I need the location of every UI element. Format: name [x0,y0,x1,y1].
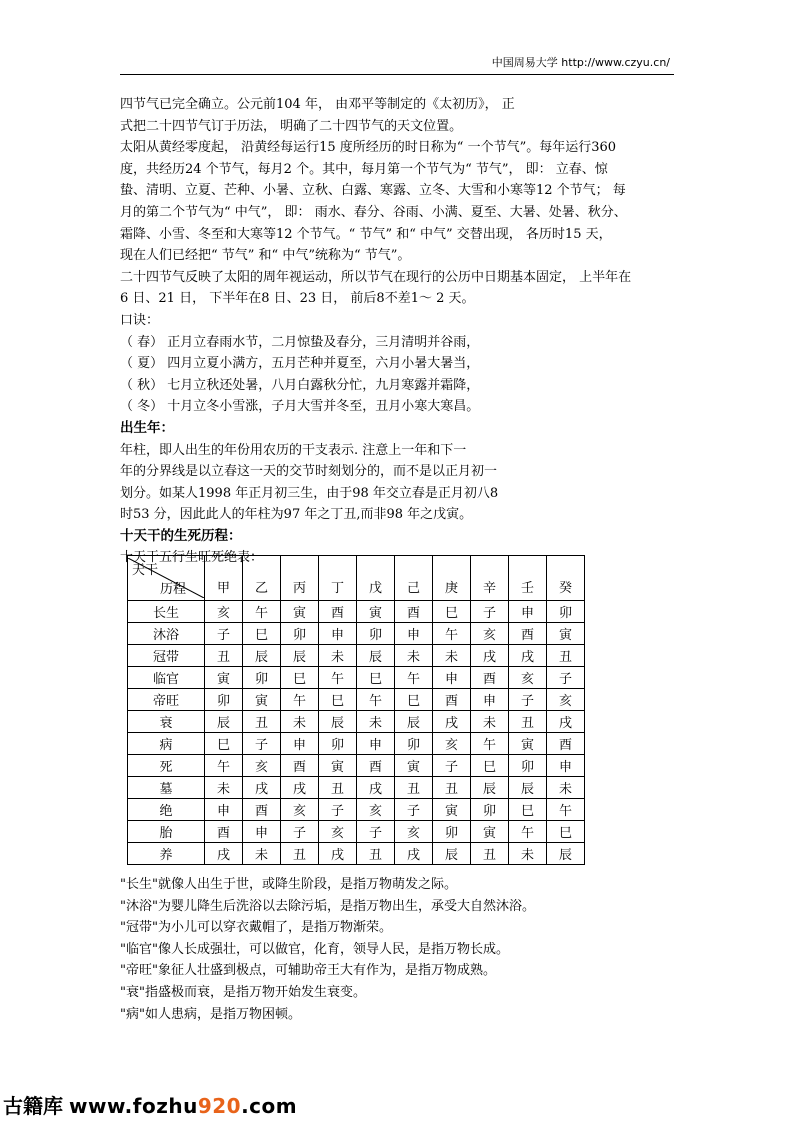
branch-cell: 戌 [509,645,547,667]
branch-cell: 酉 [319,601,357,623]
branch-cell: 酉 [395,601,433,623]
verse-line-summer: （ 夏） 四月立夏小满方，五月芒种并夏至，六月小暑大暑当， [120,356,480,372]
branch-cell: 卯 [205,689,243,711]
branch-cell: 卯 [319,733,357,755]
branch-cell: 申 [509,601,547,623]
branch-cell: 巳 [205,733,243,755]
branch-cell: 丑 [547,645,585,667]
branch-cell: 午 [205,755,243,777]
branch-cell: 午 [357,689,395,711]
table-row [128,623,585,645]
branch-cell: 午 [319,667,357,689]
branch-cell: 辰 [281,645,319,667]
branch-cell: 子 [395,799,433,821]
branch-cell: 未 [243,843,281,865]
branch-cell: 子 [471,601,509,623]
branch-cell: 丑 [357,843,395,865]
table-row [128,689,585,711]
branch-cell: 申 [433,667,471,689]
branch-cell: 午 [433,623,471,645]
branch-cell: 子 [319,799,357,821]
stem-header-cell: 戊 [357,556,395,601]
branch-cell: 丑 [395,777,433,799]
stage-label-cell: 帝旺 [128,689,205,711]
branch-cell: 亥 [471,623,509,645]
branch-cell: 辰 [395,711,433,733]
header-site-text: 中国周易大学 http://www.czyu.cn/ [491,56,670,69]
verse-line-spring: （ 春） 正月立春雨水节，二月惊蛰及春分，三月清明并谷雨， [120,334,480,350]
branch-cell: 未 [357,711,395,733]
branch-cell: 午 [395,667,433,689]
branch-cell: 未 [395,645,433,667]
branch-cell: 子 [357,821,395,843]
stage-label-cell: 病 [128,733,205,755]
stage-label-cell: 沐浴 [128,623,205,645]
verse-title: 口诀： [120,312,160,328]
stem-header-cell: 辛 [471,556,509,601]
paragraph-line: 蛰、清明、立夏、芒种、小暑、立秋、白露、寒露、立冬、大雪和小寒等12 个节气； 每 [120,183,626,199]
branch-cell: 未 [509,843,547,865]
branch-cell: 巳 [471,755,509,777]
branch-cell: 寅 [281,601,319,623]
note-line: "冠带"为小儿可以穿衣戴帽了，是指万物渐荣。 [120,920,392,936]
branch-cell: 亥 [243,755,281,777]
branch-cell: 申 [319,623,357,645]
branch-cell: 丑 [319,777,357,799]
birth-year-line: 年的分界线是以立春这一天的交节时刻划分的，而不是以正月初一 [120,464,498,480]
paragraph-line: 二十四节气反映了太阳的周年视运动，所以节气在现行的公历中日期基本固定， 上半年在 [120,269,632,285]
branch-cell: 寅 [509,733,547,755]
branch-cell: 卯 [433,821,471,843]
branch-cell: 酉 [357,755,395,777]
branch-cell: 未 [319,645,357,667]
paragraph-line: 6 日、21 日， 下半年在8 日、23 日， 前后8不差1～ 2 天。 [120,291,475,307]
note-line: "沐浴"为婴儿降生后洗浴以去除污垢，是指万物出生，承受大自然沐浴。 [120,898,535,914]
paragraph-line: 霜降、小雪、冬至和大寒等12 个节气。“ 节气” 和“ 中气” 交替出现， 各历时15 天， [120,226,612,242]
branch-cell: 亥 [357,799,395,821]
verse-line-autumn: （ 秋） 七月立秋还处暑，八月白露秋分忙，九月寒露并霜降， [120,377,480,393]
note-line: "病"如人患病，是指万物困顿。 [120,1006,301,1022]
branch-cell: 寅 [395,755,433,777]
stem-header-cell: 癸 [547,556,585,601]
branch-cell: 申 [281,733,319,755]
stage-label-cell: 临官 [128,667,205,689]
document-body [120,94,680,569]
branch-cell: 未 [433,645,471,667]
stage-notes [120,874,680,1025]
branch-cell: 寅 [205,667,243,689]
branch-cell: 未 [547,777,585,799]
branch-cell: 亥 [547,689,585,711]
stage-label-cell: 死 [128,755,205,777]
table-row [128,601,585,623]
branch-cell: 戌 [433,711,471,733]
branch-cell: 巳 [281,667,319,689]
branch-cell: 子 [433,755,471,777]
section-heading-birth-year: 出生年： [120,419,174,436]
branch-cell: 巳 [395,689,433,711]
branch-cell: 戌 [319,843,357,865]
page-header [120,52,674,75]
footer-domain-prefix: www.fozhu [69,1094,198,1118]
stem-header-cell: 丙 [281,556,319,601]
stem-header-cell: 丁 [319,556,357,601]
branch-cell: 未 [471,711,509,733]
corner-label-stems: 天干 [132,563,159,578]
branch-cell: 午 [509,821,547,843]
branch-cell: 卯 [281,623,319,645]
branch-cell: 戌 [205,843,243,865]
table-row [128,755,585,777]
branch-cell: 辰 [357,645,395,667]
table-row [128,711,585,733]
stem-header-cell: 己 [395,556,433,601]
stem-header-cell: 甲 [205,556,243,601]
paragraph-line: 太阳从黄经零度起， 沿黄经每运行15 度所经历的时日称为“ 一个节气”。每年运行360 [120,140,617,156]
branch-cell: 寅 [471,821,509,843]
stage-label-cell: 胎 [128,821,205,843]
branch-cell: 酉 [509,623,547,645]
branch-cell: 辰 [243,645,281,667]
branch-cell: 辰 [319,711,357,733]
branch-cell: 寅 [319,755,357,777]
branch-cell: 酉 [205,821,243,843]
branch-cell: 亥 [281,799,319,821]
birth-year-line: 划分。如某人1998 年正月初三生，由于98 年交立春是正月初八8 [120,485,499,501]
branch-cell: 巳 [319,689,357,711]
branch-cell: 卯 [395,733,433,755]
branch-cell: 辰 [471,777,509,799]
branch-cell: 子 [205,623,243,645]
stage-label-cell: 绝 [128,799,205,821]
paragraph-line: 式把二十四节气订于历法， 明确了二十四节气的天文位置。 [120,118,463,134]
table-row [128,843,585,865]
branch-cell: 子 [281,821,319,843]
verse-line-winter: （ 冬） 十月立冬小雪涨，子月大雪并冬至，丑月小寒大寒昌。 [120,399,480,415]
branch-cell: 巳 [357,667,395,689]
branch-cell: 辰 [547,843,585,865]
note-line: "帝旺"象征人壮盛到极点，可辅助帝王大有作为，是指万物成熟。 [120,963,496,979]
stems-lifecycle-table [127,555,585,865]
table-row [128,777,585,799]
table-row [128,821,585,843]
branch-cell: 戌 [395,843,433,865]
paragraph-line: 月的第二个节气为“ 中气”， 即： 雨水、春分、谷雨、小满、夏至、大暑、处暑、秋分、 [120,204,627,220]
branch-cell: 辰 [205,711,243,733]
table-row [128,799,585,821]
stage-label-cell: 衰 [128,711,205,733]
branch-cell: 寅 [357,601,395,623]
branch-cell: 寅 [547,623,585,645]
branch-cell: 亥 [319,821,357,843]
branch-cell: 子 [509,689,547,711]
branch-cell: 戌 [471,645,509,667]
table-header-row [128,556,585,601]
stem-header-cell: 乙 [243,556,281,601]
branch-cell: 丑 [281,843,319,865]
paragraph-line: 四节气已完全确立。公元前104 年， 由邓平等制定的《太初历》， 正 [120,97,515,112]
branch-cell: 巳 [243,623,281,645]
table-row [128,733,585,755]
footer-domain-number: 920 [197,1094,242,1118]
stage-label-cell: 墓 [128,777,205,799]
footer-domain-suffix: .com [241,1094,298,1118]
table-row [128,645,585,667]
branch-cell: 辰 [509,777,547,799]
branch-cell: 巳 [547,821,585,843]
branch-cell: 酉 [433,689,471,711]
footer-site-name: 古籍库 [3,1094,63,1118]
stage-label-cell: 冠带 [128,645,205,667]
branch-cell: 申 [547,755,585,777]
birth-year-line: 年柱，即人出生的年份用农历的干支表示. 注意上一年和下一 [120,442,467,458]
footer-watermark [3,1090,297,1119]
branch-cell: 午 [281,689,319,711]
branch-cell: 辰 [433,843,471,865]
branch-cell: 申 [357,733,395,755]
branch-cell: 戌 [243,777,281,799]
corner-label-stages: 历程 [160,582,187,597]
branch-cell: 亥 [395,821,433,843]
branch-cell: 丑 [471,843,509,865]
branch-cell: 酉 [281,755,319,777]
branch-cell: 卯 [471,799,509,821]
branch-cell: 酉 [547,733,585,755]
branch-cell: 寅 [433,799,471,821]
branch-cell: 子 [547,667,585,689]
branch-cell: 亥 [205,601,243,623]
branch-cell: 申 [205,799,243,821]
branch-cell: 申 [243,821,281,843]
birth-year-line: 时53 分，因此此人的年柱为97 年之丁丑,而非98 年之戊寅。 [120,507,473,523]
paragraph-line: 度，共经历24 个节气，每月2 个。其中，每月第一个节气为“ 节气”， 即： 立春、惊 [120,161,608,177]
branch-cell: 卯 [547,601,585,623]
section-heading-stems: 十天干的生死历程： [120,527,242,544]
branch-cell: 巳 [509,799,547,821]
branch-cell: 卯 [243,667,281,689]
note-line: "临官"像人长成强壮，可以做官，化育，领导人民，是指万物长成。 [120,941,509,957]
note-line: "衰"指盛极而衰，是指万物开始发生衰变。 [120,984,366,1000]
stage-label-cell: 长生 [128,601,205,623]
branch-cell: 申 [395,623,433,645]
branch-cell: 丑 [205,645,243,667]
table-row [128,667,585,689]
branch-cell: 卯 [357,623,395,645]
branch-cell: 酉 [471,667,509,689]
branch-cell: 卯 [509,755,547,777]
branch-cell: 戌 [547,711,585,733]
branch-cell: 午 [547,799,585,821]
branch-cell: 亥 [509,667,547,689]
branch-cell: 子 [243,733,281,755]
branch-cell: 寅 [243,689,281,711]
branch-cell: 申 [471,689,509,711]
paragraph-line: 现在人们已经把“ 节气” 和“ 中气”统称为“ 节气”。 [120,248,411,264]
branch-cell: 巳 [433,601,471,623]
branch-cell: 丑 [243,711,281,733]
branch-cell: 午 [243,601,281,623]
note-line: "长生"就像人出生于世，或降生阶段，是指万物萌发之际。 [120,877,457,892]
branch-cell: 酉 [243,799,281,821]
branch-cell: 午 [471,733,509,755]
branch-cell: 未 [281,711,319,733]
stage-label-cell: 养 [128,843,205,865]
branch-cell: 丑 [433,777,471,799]
branch-cell: 戌 [357,777,395,799]
stem-header-cell: 壬 [509,556,547,601]
branch-cell: 丑 [509,711,547,733]
stem-header-cell: 庚 [433,556,471,601]
table-caption: 十天干五行生旺死绝表： [120,550,264,566]
table-corner-cell [128,556,205,601]
branch-cell: 戌 [281,777,319,799]
branch-cell: 亥 [433,733,471,755]
branch-cell: 未 [205,777,243,799]
